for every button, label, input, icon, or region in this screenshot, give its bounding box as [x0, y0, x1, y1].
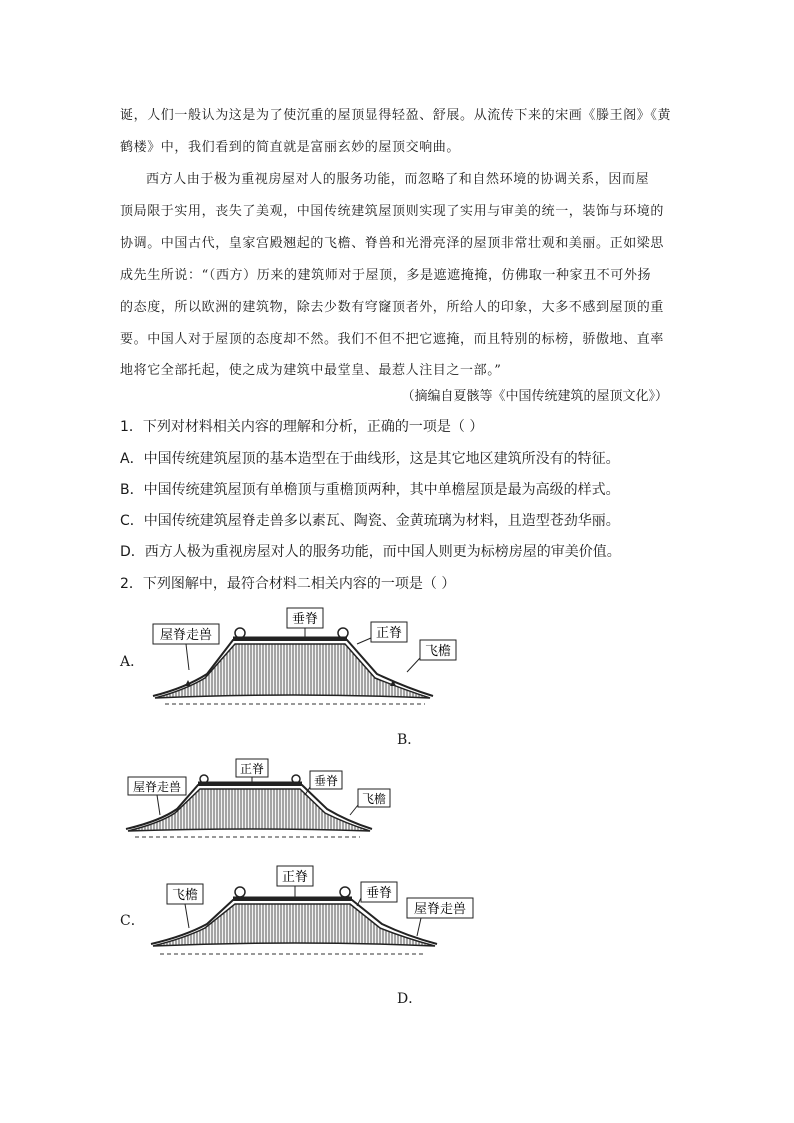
roof-diagram-c[interactable] — [145, 862, 480, 972]
roof-body — [153, 904, 435, 946]
q2-stem: 2．下列图解中，最符合材料二相关内容的一项是（ ） — [120, 576, 456, 592]
roof-diagram-b[interactable] — [120, 755, 400, 845]
passage-line-8: 要。中国人对于屋顶的态度却不然。我们不但不把它遮掩，而且特别的标榜，骄傲地、直率 — [120, 332, 665, 347]
passage-line-2: 鹤楼》中，我们看到的简直就是富丽玄妙的屋顶交响曲。 — [120, 140, 461, 155]
q2-option-d-letter[interactable]: D． — [397, 991, 423, 1007]
label-c3: 垂脊 — [365, 886, 393, 901]
q1-option-d[interactable]: D．西方人极为重视房屋对人的服务功能，而中国人则更为标榜房屋的审美价值。 — [120, 544, 621, 560]
label-c1: 飞檐 — [171, 888, 199, 903]
passage-line-1: 诞，人们一般认为这是为了使沉重的屋顶显得轻盈、舒展。从流传下来的宋画《滕王阁》《黄 — [120, 108, 672, 123]
passage-line-4: 顶局限于实用，丧失了美观，中国传统建筑屋顶则实现了实用与审美的统一，装饰与环境的 — [120, 204, 665, 219]
q2-option-c-letter[interactable]: C． — [120, 913, 145, 929]
label-b2: 正脊 — [239, 762, 265, 776]
passage-line-6: 成先生所说：“（西方）历来的建筑师对于屋顶，多是遮遮掩掩，仿佛取一种家丑不可外扬 — [120, 268, 652, 283]
label-b3: 垂脊 — [313, 774, 339, 788]
label-a2: 垂脊 — [291, 612, 319, 627]
label-a3: 正脊 — [375, 626, 403, 641]
passage-line-7: 的态度，所以欧洲的建筑物，除去少数有穹窿顶者外，所给人的印象，大多不感到屋顶的重 — [120, 300, 665, 315]
label-b1: 屋脊走兽 — [132, 780, 182, 794]
q1-stem: 1．下列对材料相关内容的理解和分析，正确的一项是（ ） — [120, 419, 484, 435]
q1-option-a[interactable]: A．中国传统建筑屋顶的基本造型在于曲线形，这是其它地区建筑所没有的特征。 — [120, 451, 620, 467]
label-a4: 飞檐 — [424, 644, 452, 659]
passage-line-9: 地将它全部托起，使之成为建筑中最堂皇、最惹人注目之一部。” — [120, 363, 502, 378]
label-a1: 屋脊走兽 — [159, 628, 213, 643]
roof-body — [155, 644, 430, 698]
roof-diagram-a[interactable] — [145, 600, 475, 720]
q2-option-a-letter[interactable]: A． — [120, 654, 145, 670]
label-b4: 飞檐 — [361, 792, 387, 806]
passage-line-3: 西方人由于极为重视房屋对人的服务功能，而忽略了和自然环境的协调关系，因而屋 — [146, 172, 650, 187]
ridge-beast-icon — [235, 887, 245, 897]
q1-option-c[interactable]: C．中国传统建筑屋脊走兽多以素瓦、陶瓷、金黄琉璃为材料，且造型苍劲华丽。 — [120, 513, 620, 529]
label-c4: 屋脊走兽 — [413, 902, 467, 917]
q1-option-b[interactable]: B．中国传统建筑屋顶有单檐顶与重檐顶两种，其中单檐屋顶是最为高级的样式。 — [120, 482, 620, 498]
ridge-beast-icon — [340, 887, 350, 897]
passage-line-5: 协调。中国古代，皇家宫殿翘起的飞檐、脊兽和光滑亮泽的屋顶非常壮观和美丽。正如梁思 — [120, 236, 665, 251]
passage-source: （摘编自夏骸等《中国传统建筑的屋顶文化》） — [401, 389, 668, 404]
q2-option-b-letter[interactable]: B． — [397, 732, 422, 748]
label-c2: 正脊 — [281, 870, 309, 885]
